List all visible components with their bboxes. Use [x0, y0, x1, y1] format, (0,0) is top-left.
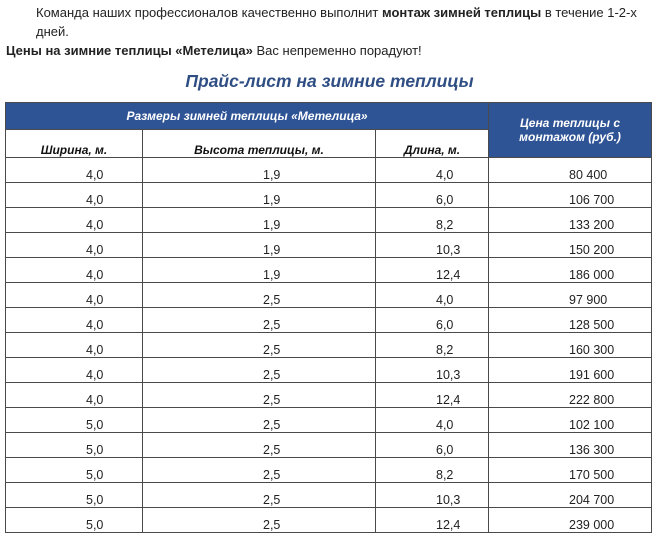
cell-height: 2,5: [143, 333, 376, 358]
cell-length: 4,0: [376, 158, 489, 183]
cell-height: 2,5: [143, 458, 376, 483]
table-row: [6, 458, 652, 483]
cell-height: 2,5: [143, 283, 376, 308]
cell-height: 2,5: [143, 308, 376, 333]
cell-price: 204 700: [489, 483, 652, 508]
intro-line-2: [6, 41, 656, 60]
cell-price: 239 000: [489, 508, 652, 533]
table-row: [6, 408, 652, 433]
cell-length: 8,2: [376, 208, 489, 233]
cell-price: 160 300: [489, 333, 652, 358]
cell-price: 186 000: [489, 258, 652, 283]
cell-width: 4,0: [6, 308, 143, 333]
cell-width: 4,0: [6, 208, 143, 233]
intro-line-2-tail: Вас непременно порадуют!: [252, 43, 422, 58]
cell-length: 10,3: [376, 233, 489, 258]
cell-width: 4,0: [6, 383, 143, 408]
intro-line-1: [6, 3, 656, 41]
intro-line-1-tail: в течение 1-2-х дней.: [36, 5, 637, 39]
group-header: Размеры зимней теплицы «Метелица»: [6, 103, 489, 130]
price-header: Цена теплицы с монтажом (руб.): [489, 103, 652, 158]
cell-length: 12,4: [376, 508, 489, 533]
cell-width: 4,0: [6, 158, 143, 183]
cell-price: 136 300: [489, 433, 652, 458]
cell-length: 12,4: [376, 258, 489, 283]
cell-price: 150 200: [489, 233, 652, 258]
table-row: [6, 308, 652, 333]
table-row: [6, 258, 652, 283]
cell-length: 6,0: [376, 183, 489, 208]
cell-length: 6,0: [376, 308, 489, 333]
cell-height: 1,9: [143, 158, 376, 183]
cell-height: 1,9: [143, 233, 376, 258]
cell-width: 4,0: [6, 258, 143, 283]
cell-width: 5,0: [6, 433, 143, 458]
cell-width: 5,0: [6, 458, 143, 483]
intro-line-1-text: Команда наших профессионалов качественно выполнит: [36, 5, 382, 20]
cell-height: 2,5: [143, 383, 376, 408]
cell-price: 128 500: [489, 308, 652, 333]
cell-width: 4,0: [6, 358, 143, 383]
cell-width: 4,0: [6, 233, 143, 258]
cell-height: 1,9: [143, 258, 376, 283]
cell-width: 4,0: [6, 183, 143, 208]
price-list-title: Прайс-лист на зимние теплицы: [185, 71, 474, 91]
cell-price: 133 200: [489, 208, 652, 233]
column-header-width: Ширина, м.: [6, 130, 143, 158]
cell-length: 10,3: [376, 483, 489, 508]
table-row: [6, 508, 652, 533]
cell-price: 102 100: [489, 408, 652, 433]
cell-price: 80 400: [489, 158, 652, 183]
cell-price: 191 600: [489, 358, 652, 383]
cell-width: 5,0: [6, 483, 143, 508]
cell-price: 97 900: [489, 283, 652, 308]
cell-length: 4,0: [376, 283, 489, 308]
table-row: [6, 358, 652, 383]
column-header-length: Длина, м.: [376, 130, 489, 158]
cell-length: 8,2: [376, 458, 489, 483]
cell-height: 2,5: [143, 433, 376, 458]
price-table: [5, 102, 652, 533]
cell-length: 4,0: [376, 408, 489, 433]
table-row: [6, 233, 652, 258]
cell-width: 5,0: [6, 408, 143, 433]
table-row: [6, 383, 652, 408]
cell-price: 170 500: [489, 458, 652, 483]
table-row: [6, 333, 652, 358]
cell-length: 10,3: [376, 358, 489, 383]
intro-text: [6, 3, 656, 60]
table-group-header-row: [6, 103, 652, 130]
table-row: [6, 433, 652, 458]
cell-price: 106 700: [489, 183, 652, 208]
table-row: [6, 283, 652, 308]
column-header-height: Высота теплицы, м.: [143, 130, 376, 158]
table-row: [6, 183, 652, 208]
table-row: [6, 158, 652, 183]
cell-width: 5,0: [6, 508, 143, 533]
cell-price: 222 800: [489, 383, 652, 408]
cell-width: 4,0: [6, 283, 143, 308]
cell-height: 2,5: [143, 358, 376, 383]
cell-length: 6,0: [376, 433, 489, 458]
cell-height: 1,9: [143, 208, 376, 233]
price-table-body: [6, 158, 652, 533]
cell-width: 4,0: [6, 333, 143, 358]
intro-line-1-bold: монтаж зимней теплицы: [382, 5, 542, 20]
intro-line-2-bold: Цены на зимние теплицы «Метелица»: [6, 43, 253, 58]
cell-length: 8,2: [376, 333, 489, 358]
cell-height: 2,5: [143, 408, 376, 433]
table-row: [6, 483, 652, 508]
table-row: [6, 208, 652, 233]
cell-height: 2,5: [143, 508, 376, 533]
cell-height: 2,5: [143, 483, 376, 508]
cell-height: 1,9: [143, 183, 376, 208]
cell-length: 12,4: [376, 383, 489, 408]
